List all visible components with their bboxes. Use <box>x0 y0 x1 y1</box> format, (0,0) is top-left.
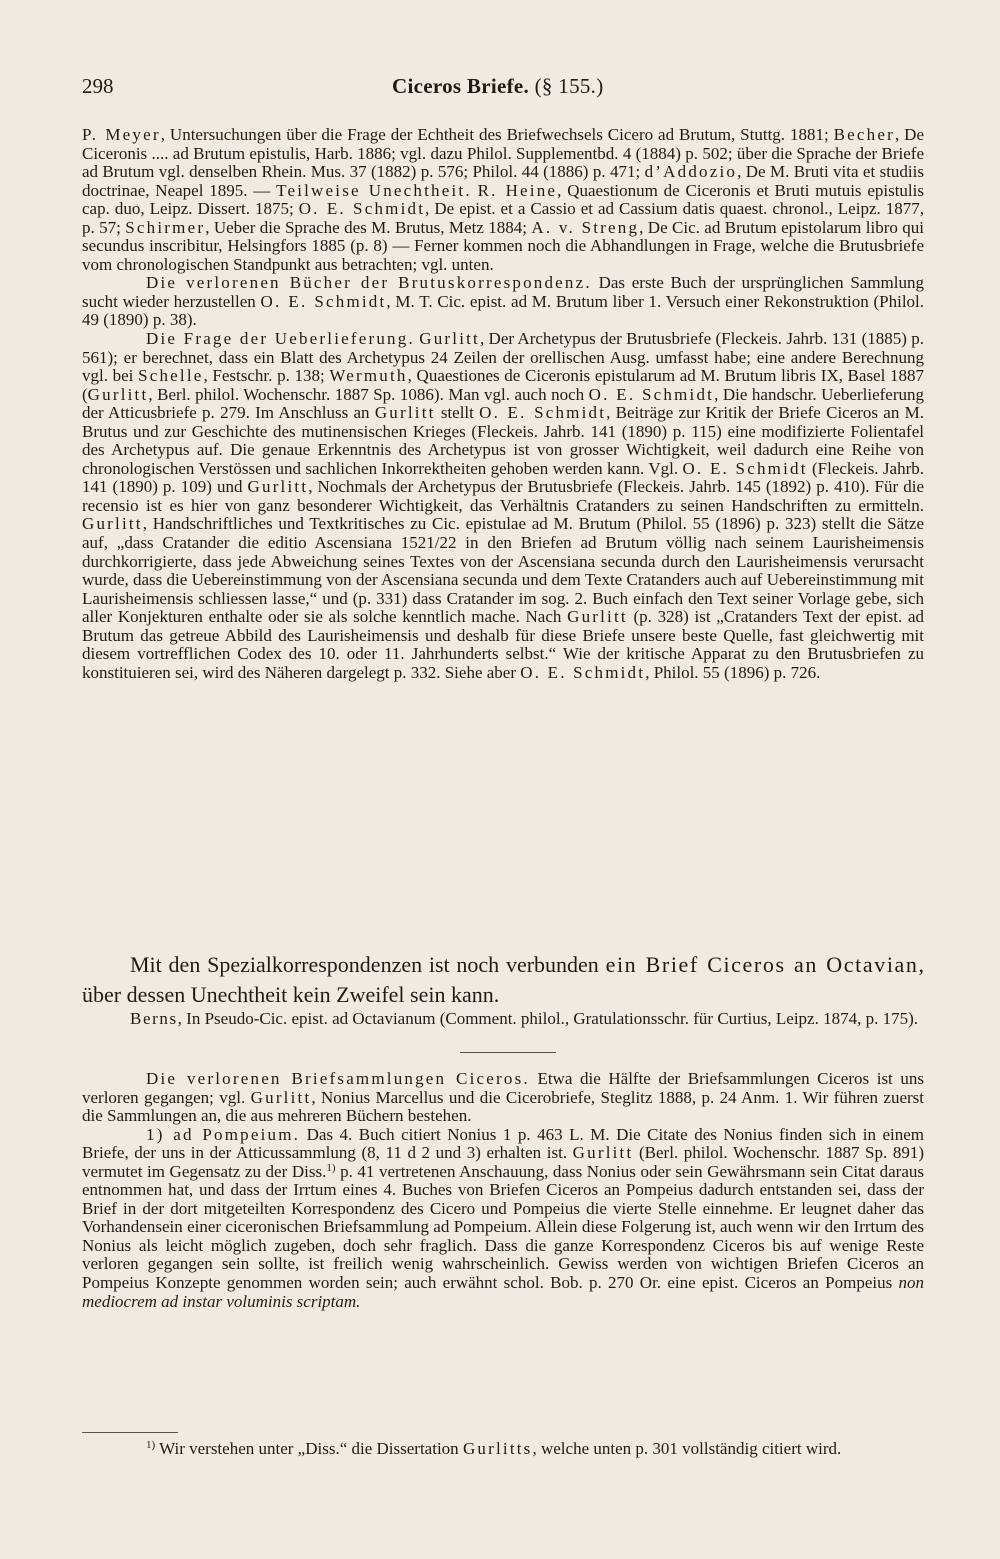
author-name: Schelle <box>138 366 204 386</box>
author-name: Wermuth <box>329 366 408 386</box>
main-text-paragraph <box>82 950 924 1029</box>
subheading: Teilweise Unechtheit. <box>276 180 472 200</box>
author-name: O. E. Schmidt <box>682 458 808 478</box>
author-name: O. E. Schmidt <box>260 291 387 311</box>
author-name: Gurlitt <box>250 1087 312 1107</box>
paragraph-verlorene-buecher: Die verlorenen Bücher der Brutuskorrespondenz. Das erste Buch der ursprünglichen Sammlung sucht wieder herzustellen O. E. Schmidt, M. T. Cic. epist. ad M. Brutum liber 1. Versuch einer Rekonstruktion (Philol. 49 (1890) p. 38). <box>82 273 925 330</box>
subheading: Die verlorenen Bücher der Brutuskorrespondenz. <box>146 273 592 293</box>
footnote-divider <box>82 1432 178 1433</box>
paragraph-echtheit: P. Meyer, Untersuchungen über die Frage der Echtheit des Briefwechsels Cicero ad Brutum, Stuttg. 1881; Becher, De Ciceronis .... ad Brutum epistulis, Harb. 1886; vgl. dazu Philol. Supplementbd. 4 (1884) p. 502; über die Sprache der Briefe ad Brutum vgl. denselben Rhein. Mus. 37 (1882) p. 576; Philol. 44 (1886) p. 471; d’Addozio, De M. Bruti vita et studiis doctrinae, Neapel 1895. — Teilweise Unechtheit. R. Heine, Quaestionum de Ciceronis et Bruti mutuis epistulis cap. duo, Leipz. Dissert. 1875; O. E. Schmidt, De epist. et a Cassio et ad Cassium datis quaest. chronol., Leipz. 1877, p. 57; Schirmer, Ueber die Sprache des M. Brutus, Metz 1884; A. v. Streng, De Cic. ad Brutum epistolarum libro qui secundus inscribitur, Helsingfors 1885 (p. 8) — Ferner kommen noch die Abhandlungen in Frage, welche die Brutusbriefe vom chronologischen Standpunkt aus betrachten; vgl. unten. <box>82 125 924 274</box>
author-name: O. E. Schmidt <box>588 384 715 404</box>
bibliography-block <box>82 126 924 682</box>
footnote <box>82 1440 924 1459</box>
subheading: Die Frage der Ueberlieferung. <box>146 329 415 349</box>
main-text: Mit den Spezialkorrespondenzen ist noch verbunden ein Brief Ciceros an Octavian, über dessen Unechtheit kein Zweifel sein kann. <box>82 952 924 1007</box>
author-name: Gurlitt <box>247 477 309 497</box>
paragraph-ad-pompeium: 1) ad Pompeium. Das 4. Buch citiert Nonius 1 p. 463 L. M. Die Citate des Nonius finden sich in einem Briefe, der uns in der Atticussammlung (8, 11 d 2 und 3) erhalten ist. Gurlitt (Berl. philol. Wochenschr. 1887 Sp. 891) vermutet im Gegensatz zu der Diss.$^{1)}$ p. 41 vertretenen Anschauung, dass Nonius oder sein Gewährsmann sein Citat daraus entnommen hat, und dass der Irrtum eines 4. Buches von Briefen Ciceros an Pompeius dadurch entstanden sei, dass der Brief in der dort mitgeteilten Korrespondenz des Cicero und Pompeius die vierte Stelle einnehme. Er leugnet daher das Vorhandensein einer ciceronischen Briefsammlung ad Pompeium. Allein diese Folgerung ist, auch wenn wir den Irrtum des Nonius als leicht möglich zugeben, doch sehr fraglich. Dass die ganze Korrespondenz Ciceros bis auf wenige Reste verloren gegangen sein sollte, ist freilich wenig wahrscheinlich. Gewiss werden von wichtigen Briefen Ciceros an Pompeius Konzepte genommen worden sein; auch erwähnt schol. Bob. p. 270 Or. eine epist. Ciceros an Pompeius non mediocrem ad instar voluminis scriptam. <box>82 1124 924 1311</box>
author-name: d’Addozio <box>644 162 738 182</box>
emphasis-brief: Brief Ciceros an Octavian <box>637 952 919 977</box>
paragraph-ueberlieferung: Die Frage der Ueberlieferung. Gurlitt, Der Archetypus der Brutusbriefe (Fleckeis. Jahrb. 131 (1885) p. 561); er berechnet, dass ein Blatt des Archetypus 24 Zeilen der orellischen Ausg. umfasst habe; eine andere Berechnung vgl. bei Schelle, Festschr. p. 138; Wermuth, Quaestiones de Ciceronis epistularum ad M. Brutum libris IX, Basel 1887 (Gurlitt, Berl. philol. Wochenschr. 1887 Sp. 1086). Man vgl. auch noch O. E. Schmidt, Die handschr. Ueberlieferung der Atticusbriefe p. 279. Im Anschluss an Gurlitt stellt O. E. Schmidt, Beiträge zur Kritik der Briefe Ciceros an M. Brutus und zur Geschichte des mutinensischen Krieges (Fleckeis. Jahrb. 141 (1890) p. 115) eine modifizierte Folientafel des Archetypus auf. Die genaue Erkenntnis des Archetypus ist von grosser Wichtigkeit, weil dadurch eine Reihe von chronologischen Verstössen und sachlichen Inkorrektheiten gehoben werden kann. Vgl. O. E. Schmidt (Fleckeis. Jahrb. 141 (1890) p. 109) und Gurlitt, Nochmals der Archetypus der Brutusbriefe (Fleckeis. Jahrb. 145 (1892) p. 410). Für die recensio ist es hier von ganz besonderer Wichtigkeit, das Verhältnis Cratanders zu seinen Handschriften zu ermitteln. Gurlitt, Handschriftliches und Textkritisches zu Cic. epistulae ad M. Brutum (Philol. 55 (1896) p. 323) stellt die Sätze auf, „dass Cratander die editio Ascensiana 1521/22 in den Briefen ad Brutum völlig nach seinem Laurisheimensis durchkorrigierte, dass jede Abweichung seines Textes von der Ascensiana secunda durch den Laurisheimensis verursacht wurde, dass die Uebereinstimmung von der Ascensiana secunda und dem Texte Cratanders auch auf Uebereinstimmung mit Laurisheimensis schliessen lasse,“ und (p. 331) dass Cratander im sog. 2. Buch einfach den Text seiner Vorlage gebe, sich aller Konjekturen enthalte oder sie als solche kenntlich mache. Nach Gurlitt (p. 328) ist „Cratanders Text der epist. ad Brutum das getreue Abbild des Laurisheimensis und deshalb für diese Briefe unsere beste Quelle, fast gleichwertig mit diesem vortrefflichen Codex des 10. oder 11. Jahrhunderts selbst.“ Wie der kritische Apparat zu den Brutusbriefen zu konstituieren sei, wird des Näheren dargelegt p. 332. Siehe aber O. E. Schmidt, Philol. 55 (1896) p. 726. <box>82 329 924 682</box>
author-name: Gurlitt <box>374 403 436 423</box>
paragraph-verlorene-briefsammlungen: Die verlorenen Briefsammlungen Ciceros. Etwa die Hälfte der Briefsammlungen Ciceros ist uns verloren gegangen; vgl. Gurlitt, Nonius Marcellus und die Cicerobriefe, Steglitz 1888, p. 24 Anm. 1. Wir führen zuerst die Sammlungen an, die aus mehreren Büchern bestehen. <box>82 1069 925 1126</box>
author-name: O. E. Schmidt <box>520 662 646 682</box>
author-name: Gurlitt <box>82 514 143 534</box>
author-name: Gurlitts <box>462 1439 533 1458</box>
author-name: O. E. Schmidt <box>298 199 426 219</box>
section-divider <box>460 1052 556 1053</box>
latin-quote: non mediocrem ad instar voluminis scriptam. <box>82 1273 924 1311</box>
author-name: Becher <box>833 125 895 144</box>
page-header <box>82 68 922 102</box>
author-name: Berns <box>130 1009 178 1028</box>
footnote-number: 1) <box>146 1439 156 1451</box>
footnote-text: $^{1)}$ Wir verstehen unter „Diss.“ die Dissertation Gurlitts, welche unten p. 301 vollständig citiert wird. <box>146 1439 842 1458</box>
author-name: P. Meyer <box>82 125 161 144</box>
main-text-reference: Berns, In Pseudo-Cic. epist. ad Octavianum (Comment. philol., Gratulationsschr. für Curtius, Leipz. 1874, p. 175). <box>130 1009 919 1028</box>
subheading: 1) ad Pompeium. <box>146 1124 301 1144</box>
running-head <box>392 74 604 99</box>
author-name: Gurlitt <box>572 1143 634 1163</box>
running-head-title: Ciceros Briefe. <box>392 74 530 98</box>
page-number: 298 <box>82 74 114 98</box>
author-name: R. Heine <box>477 180 558 200</box>
author-name: O. E. Schmidt <box>479 403 607 423</box>
author-name: Schirmer <box>125 217 206 237</box>
author-name: A. v. Streng <box>531 217 640 237</box>
author-name: Gurlitt <box>87 384 149 404</box>
running-head-section: (§ 155.) <box>534 74 604 98</box>
emphasis-ein: ein <box>605 952 638 977</box>
author-name: Gurlitt <box>567 607 628 627</box>
subheading: Die verlorenen Briefsammlungen Ciceros. <box>146 1069 530 1088</box>
footnote-marker: 1) <box>326 1161 336 1174</box>
author-name: Gurlitt <box>419 329 480 349</box>
lost-collections-block <box>82 1070 924 1311</box>
